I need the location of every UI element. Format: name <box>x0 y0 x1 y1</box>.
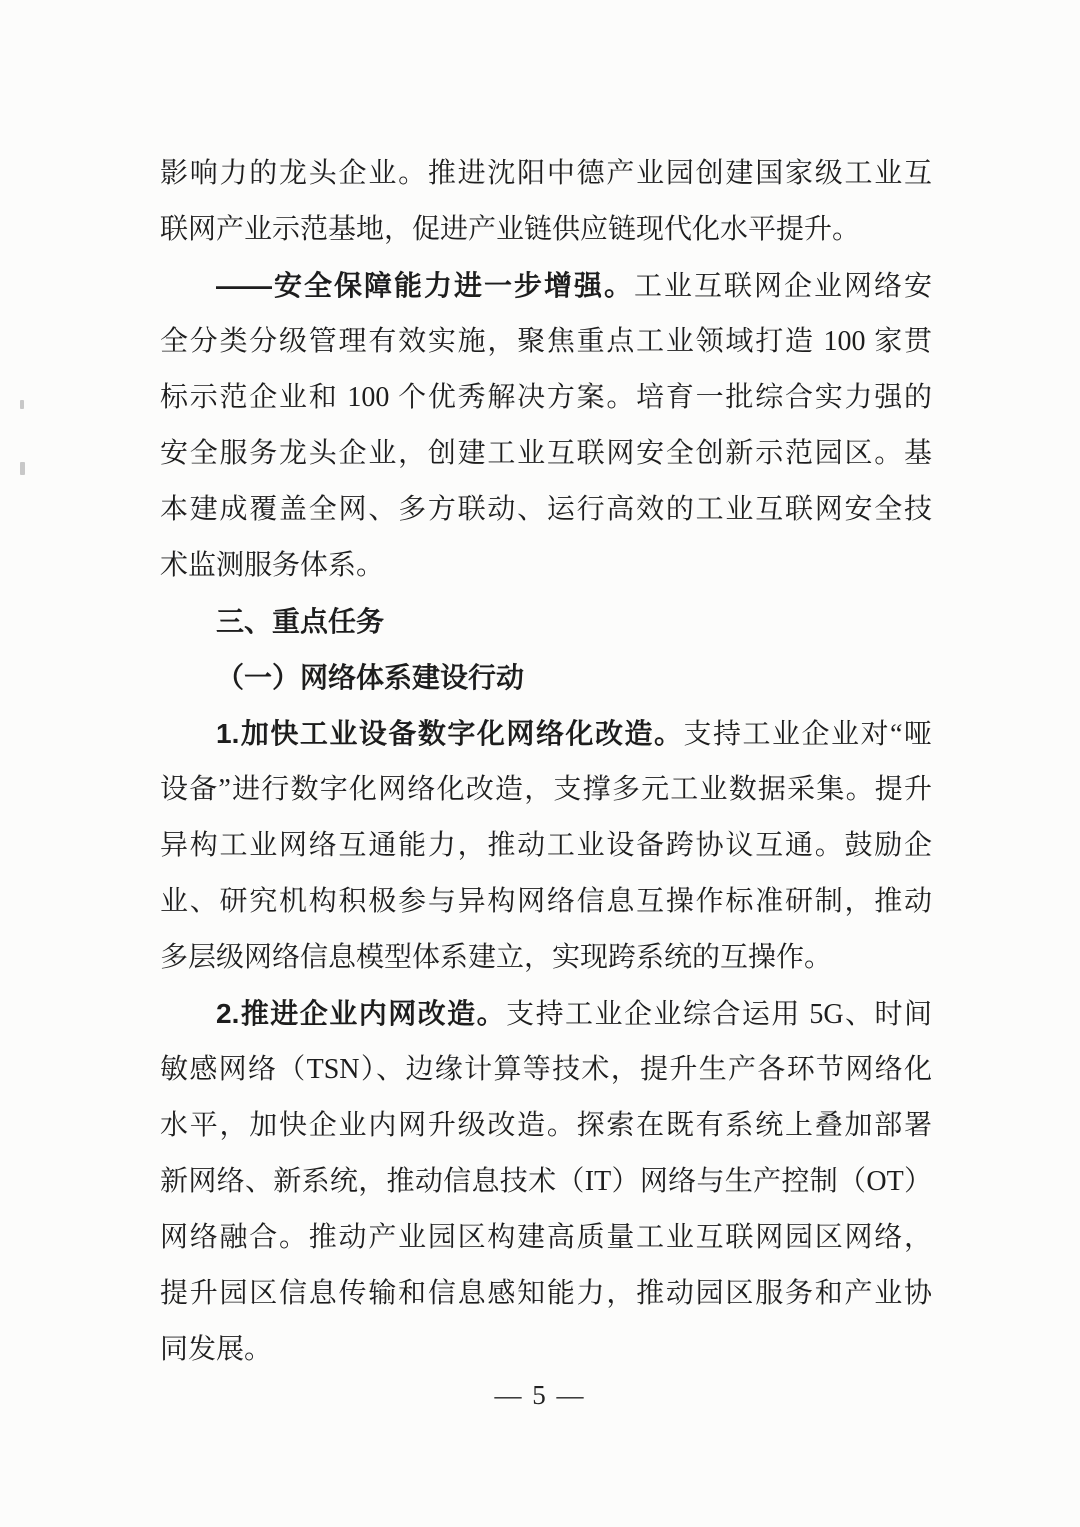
text-line <box>160 1154 932 1210</box>
text-line <box>160 1210 932 1266</box>
section-heading <box>160 650 932 706</box>
emphasis-text: 1.加快工业设备数字化网络化改造。 <box>216 718 684 749</box>
text-line <box>160 1322 932 1378</box>
body-text: 全分类分级管理有效实施，聚焦重点工业领域打造 100 家贯 <box>160 326 932 357</box>
document-body <box>160 146 932 1378</box>
text-line <box>160 314 932 370</box>
section-heading <box>160 594 932 650</box>
text-line <box>160 930 932 986</box>
body-text: 多层级网络信息模型体系建立，实现跨系统的互操作。 <box>160 942 833 973</box>
emphasis-text: ——安全保障能力进一步增强。 <box>216 270 634 301</box>
body-text: 同发展。 <box>160 1334 273 1365</box>
body-text: 网络融合。推动产业园区构建高质量工业互联网园区网络， <box>160 1222 932 1253</box>
emphasis-text: （一）网络体系建设行动 <box>216 662 525 693</box>
text-line <box>160 258 932 314</box>
body-text: 影响力的龙头企业。推进沈阳中德产业园创建国家级工业互 <box>160 158 932 189</box>
body-text: 联网产业示范基地，促进产业链供应链现代化水平提升。 <box>160 214 861 245</box>
text-line <box>160 818 932 874</box>
body-text: 异构工业网络互通能力，推动工业设备跨协议互通。鼓励企 <box>160 830 932 861</box>
text-line <box>160 202 932 258</box>
text-line <box>160 1266 932 1322</box>
body-text: 敏感网络（TSN）、边缘计算等技术，提升生产各环节网络化 <box>160 1054 932 1085</box>
text-line <box>160 146 932 202</box>
body-text: 业、研究机构积极参与异构网络信息互操作标准研制，推动 <box>160 886 932 917</box>
text-line <box>160 482 932 538</box>
body-text: 支持工业企业综合运用 5G、时间 <box>506 999 932 1030</box>
body-text: 新网络、新系统，推动信息技术（IT）网络与生产控制（OT） <box>160 1166 932 1197</box>
scan-artifact <box>20 400 24 409</box>
scan-artifact <box>20 462 25 475</box>
text-line <box>160 1098 932 1154</box>
body-text: 工业互联网企业网络安 <box>633 271 932 302</box>
body-text: 标示范企业和 100 个优秀解决方案。培育一批综合实力强的 <box>160 382 932 413</box>
emphasis-text: 三、重点任务 <box>216 606 385 637</box>
body-text: 术监测服务体系。 <box>160 550 385 581</box>
text-line <box>160 538 932 594</box>
page-number: — 5 — <box>494 1380 586 1410</box>
body-text: 支持工业企业对“哑 <box>683 719 932 750</box>
text-line <box>160 986 932 1042</box>
text-line <box>160 426 932 482</box>
body-text: 提升园区信息传输和信息感知能力，推动园区服务和产业协 <box>160 1278 932 1309</box>
text-line <box>160 1042 932 1098</box>
body-text: 本建成覆盖全网、多方联动、运行高效的工业互联网安全技 <box>160 494 932 525</box>
body-text: 安全服务龙头企业，创建工业互联网安全创新示范园区。基 <box>160 438 932 469</box>
text-line <box>160 874 932 930</box>
body-text: 设备”进行数字化网络化改造，支撑多元工业数据采集。提升 <box>160 774 932 805</box>
emphasis-text: 2.推进企业内网改造。 <box>216 998 507 1029</box>
body-text: 水平，加快企业内网升级改造。探索在既有系统上叠加部署 <box>160 1110 932 1141</box>
text-line <box>160 370 932 426</box>
text-line <box>160 762 932 818</box>
text-line <box>160 706 932 762</box>
